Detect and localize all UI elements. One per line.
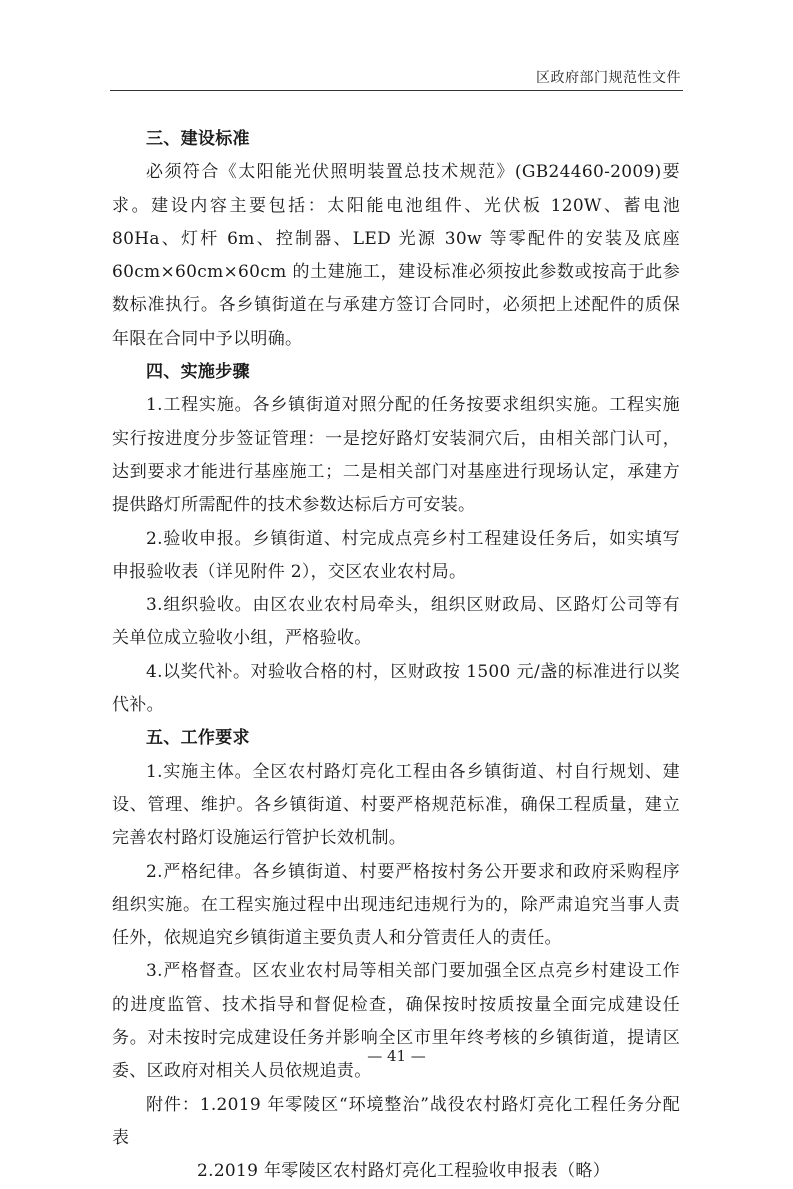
paragraph-strict-supervision: 3.严格督查。区农业农村局等相关部门要加强全区点亮乡村建设工作的进度监管、技术指导和督促检查，确保按时按质按量全面完成建设任务。对未按时完成建设任务并影响全区市里年终考核的乡镇街道，提请区委、区政府对相关人员依规追责。 bbox=[112, 961, 680, 1082]
page-header bbox=[0, 0, 793, 92]
paragraph-rewards-subsidy: 4.以奖代补。对验收合格的村，区财政按 1500 元/盏的标准进行以奖代补。 bbox=[112, 661, 680, 716]
page-number: — 41 — bbox=[367, 1047, 426, 1065]
document-body bbox=[112, 123, 680, 1189]
attachment-item-1: 附件：1.2019 年零陵区“环境整治”战役农村路灯亮化工程任务分配表 bbox=[112, 1094, 680, 1148]
paragraph-organize-acceptance: 3.组织验收。由区农业农村局牵头，组织区财政局、区路灯公司等有关单位成立验收小组，严格验收。 bbox=[112, 595, 680, 649]
section-heading-work-requirements: 五、工作要求 bbox=[146, 728, 250, 749]
paragraph-construction-standards: 必须符合《太阳能光伏照明装置总技术规范》(GB24460-2009)要求。建设内容主要包括：太阳能电池组件、光伏板 120W、蓄电池 80Ha、灯杆 6m、控制器、LED 光源 30w 等零配件的安装及底座 60cm×60cm×60cm 的土建施工，建设标准必须按此参数或按高于此参数标准执行。各乡镇街道在与承建方签订合同时，必须把上述配件的质保年限在合同中予以明确。 bbox=[112, 162, 680, 349]
paragraph-project-implementation: 1.工程实施。各乡镇街道对照分配的任务按要求组织实施。工程实施实行按进度分步签证管理：一是挖好路灯安装洞穴后，由相关部门认可，达到要求才能进行基座施工；二是相关部门对基座进行现场认定，承建方提供路灯所需配件的技术参数达标后方可安装。 bbox=[112, 395, 680, 516]
header-title: 区政府部门规范性文件 bbox=[536, 70, 681, 86]
paragraph-acceptance-application: 2.验收申报。乡镇街道、村完成点亮乡村工程建设任务后，如实填写申报验收表（详见附件 2），交区农业农村局。 bbox=[112, 528, 680, 582]
header-divider bbox=[110, 90, 683, 91]
paragraph-strict-discipline: 2.严格纪律。各乡镇街道、村要严格按村务公开要求和政府采购程序组织实施。在工程实施过程中出现违纪违规行为的，除严肃追究当事人责任外，依规追究乡镇街道主要负责人和分管责任人的责任。 bbox=[112, 861, 680, 949]
paragraph-implementation-subject: 1.实施主体。全区农村路灯亮化工程由各乡镇街道、村自行规划、建设、管理、维护。各乡镇街道、村要严格规范标准，确保工程质量，建立完善农村路灯设施运行管护长效机制。 bbox=[112, 761, 680, 849]
section-heading-implementation-steps: 四、实施步骤 bbox=[146, 362, 250, 383]
section-heading-construction-standards: 三、建设标准 bbox=[146, 129, 250, 149]
attachment-item-2: 2.2019 年零陵区农村路灯亮化工程验收申报表（略） bbox=[197, 1161, 610, 1182]
